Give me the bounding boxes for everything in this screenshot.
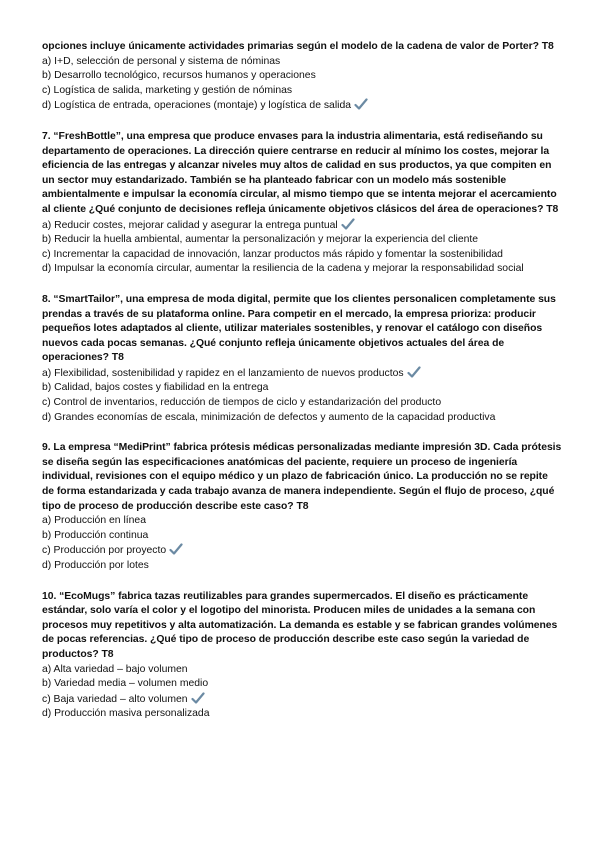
question-text: 10. “EcoMugs” fabrica tazas reutilizables para grandes supermercados. El diseño es prácticamente estándar, solo varía el color y el logotipo del minorista. Producen miles de unidades a la semana con procesos muy repetitivos y alta automatización. La demanda es estable y se fabrican grandes volúmenes de pocas referencias. ¿Qué tipo de proceso de producción describe este caso según la variedad de productos? T8 bbox=[42, 590, 558, 660]
question-text: 7. “FreshBottle”, una empresa que produce envases para la industria alimentaria, está rediseñando su departamento de operaciones. La dirección quiere centrarse en reducir al mínimo los costes, mejorar la eficiencia de las entregas y alcanzar niveles muy altos de calidad en sus productos, ya que compiten en un sector muy estandarizado. También se ha planteado fabricar con un modelo más sostenible ambientalmente e impulsar la economía circular, al mismo tiempo que se intenta mejorar el acercamiento al cliente ¿Qué conjunto de decisiones refleja únicamente objetivos clásicos del área de operaciones? T8 bbox=[42, 130, 559, 215]
option-a: a) Reducir costes, mejorar calidad y asegurar la entrega puntual bbox=[42, 218, 562, 234]
question-10 bbox=[42, 590, 562, 722]
check-mark-icon bbox=[169, 543, 183, 556]
option-c: c) Producción por proyecto bbox=[42, 543, 562, 559]
option-c: c) Control de inventarios, reducción de tiempos de ciclo y estandarización del producto bbox=[42, 397, 442, 409]
option-c: c) Logística de salida, marketing y gestión de nóminas bbox=[42, 84, 293, 96]
option-b: b) Calidad, bajos costes y fiabilidad en la entrega bbox=[42, 382, 269, 394]
question-6 bbox=[42, 40, 562, 114]
option-c: c) Baja variedad – alto volumen bbox=[42, 692, 562, 708]
question-8 bbox=[42, 293, 562, 425]
option-b: b) Reducir la huella ambiental, aumentar la personalización y mejorar la experiencia del cliente bbox=[42, 234, 479, 246]
option-a: a) I+D, selección de personal y sistema de nóminas bbox=[42, 55, 281, 67]
check-mark-icon bbox=[191, 692, 205, 705]
question-text: opciones incluye únicamente actividades primarias según el modelo de la cadena de valor de Porter? T8 bbox=[42, 41, 554, 52]
option-b: b) Producción continua bbox=[42, 529, 149, 541]
option-d: d) Producción por lotes bbox=[42, 560, 149, 571]
option-d: d) Grandes economías de escala, minimización de defectos y aumento de la capacidad productiva bbox=[42, 411, 496, 423]
option-a: a) Producción en línea bbox=[42, 515, 146, 527]
option-b: b) Variedad media – volumen medio bbox=[42, 678, 209, 690]
question-text: 8. “SmartTailor”, una empresa de moda digital, permite que los clientes personalicen completamente sus prendas a través de su plataforma online. Para competir en el mercado, la empresa prioriza: producir pequeños lotes adaptados al cliente, utilizar materiales sostenibles, y renovar el catálogo con diseños nuevos cada pocas semanas. ¿Qué conjunto refleja únicamente objetivos actuales del área de operaciones? T8 bbox=[42, 293, 556, 364]
option-d: d) Impulsar la economía circular, aumentar la resiliencia de la cadena y mejorar la responsabilidad social bbox=[42, 263, 524, 275]
option-b: b) Desarrollo tecnológico, recursos humanos y operaciones bbox=[42, 70, 316, 82]
check-mark-icon bbox=[341, 218, 355, 231]
option-c: c) Incrementar la capacidad de innovación, lanzar productos más rápido y fomentar la sostenibilidad bbox=[42, 248, 503, 260]
option-a: a) Alta variedad – bajo volumen bbox=[42, 663, 188, 675]
document-page bbox=[42, 40, 562, 722]
question-9 bbox=[42, 441, 562, 573]
check-mark-icon bbox=[407, 366, 421, 379]
question-7 bbox=[42, 130, 562, 277]
question-text: 9. La empresa “MediPrint” fabrica prótesis médicas personalizadas mediante impresión 3D. Cada prótesis se diseña según las especificaciones anatómicas del paciente, requiere un proceso de ingeniería individual, revisiones con el equipo médico y un plazo de fabricación único. La producción no se repite de forma estandarizada y cada trabajo avanza de manera independiente. Según el flujo de proceso, ¿qué tipo de proceso de producción describe este caso? T8 bbox=[42, 442, 562, 512]
option-a: a) Flexibilidad, sostenibilidad y rapidez en el lanzamiento de nuevos productos bbox=[42, 366, 562, 382]
option-d: d) Producción masiva personalizada bbox=[42, 708, 210, 720]
check-mark-icon bbox=[354, 98, 368, 111]
option-d: d) Logística de entrada, operaciones (montaje) y logística de salida bbox=[42, 98, 562, 114]
